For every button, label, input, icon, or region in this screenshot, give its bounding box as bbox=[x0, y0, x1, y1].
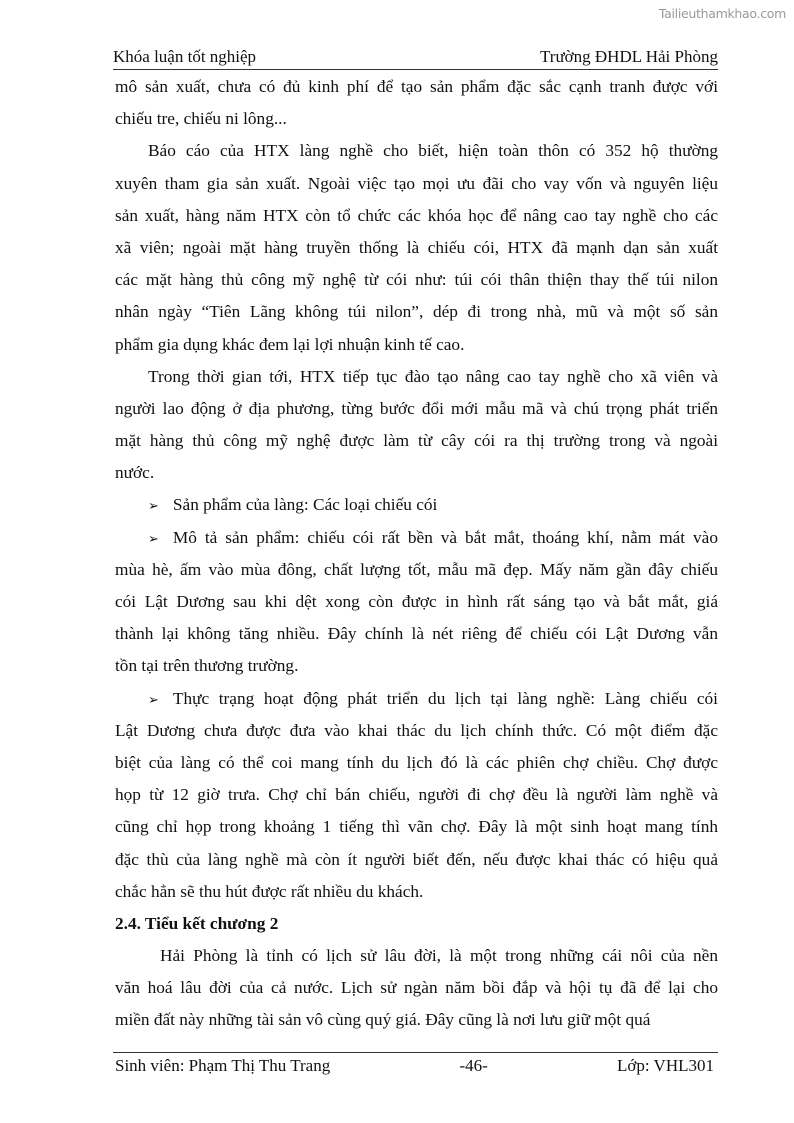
bullet-item bbox=[115, 522, 718, 683]
line-text: Hải Phòng là tỉnh có lịch sử lâu đời, là một trong những cái nôi của nền bbox=[160, 946, 718, 966]
page-header bbox=[113, 46, 718, 70]
paragraph bbox=[115, 135, 718, 360]
line-text: miền đất này những tài sản vô cùng quý giá. Đây cũng là nơi lưu giữ một quá bbox=[115, 1010, 651, 1030]
arrow-bullet-icon: ➢ bbox=[148, 499, 159, 515]
text-line bbox=[115, 457, 718, 489]
text-line bbox=[115, 393, 718, 425]
line-text: biệt của làng có thể coi mang tính du lịch đó là các phiên chợ chiều. Chợ được bbox=[115, 752, 718, 772]
line-text: Báo cáo của HTX làng nghề cho biết, hiện toàn thôn có 352 hộ thường bbox=[148, 141, 718, 161]
line-text: Sản phẩm của làng: Các loại chiếu cói bbox=[172, 495, 438, 515]
line-text: văn hoá lâu đời của cả nước. Lịch sử ngàn năm bồi đắp và hội tụ đã để lại cho bbox=[115, 978, 718, 998]
text-line bbox=[115, 489, 718, 521]
header-left: Khóa luận tốt nghiệp bbox=[113, 47, 257, 66]
line-text: thành lại không tăng nhiều. Đây chính là nét riêng để chiếu cói Lật Dương vẫn bbox=[115, 624, 718, 644]
text-line bbox=[115, 71, 718, 103]
line-text: mô sản xuất, chưa có đủ kinh phí để tạo sản phẩm đặc sắc cạnh tranh được với bbox=[115, 77, 718, 96]
text-line bbox=[115, 683, 718, 715]
text-line bbox=[115, 329, 718, 361]
line-text: tồn tại trên thương trường. bbox=[115, 656, 299, 676]
text-line bbox=[115, 296, 718, 328]
text-line bbox=[115, 425, 718, 457]
bullet-item bbox=[115, 683, 718, 908]
paragraph bbox=[115, 940, 718, 1037]
line-text: Trong thời gian tới, HTX tiếp tục đào tạo nâng cao tay nghề cho xã viên và bbox=[148, 366, 718, 386]
text-line bbox=[115, 554, 718, 586]
line-text: xuyên tham gia sản xuất. Ngoài việc tạo mọi ưu đãi cho vay vốn và nguyên liệu bbox=[115, 173, 718, 193]
text-line bbox=[115, 940, 718, 972]
text-line bbox=[115, 586, 718, 618]
text-line bbox=[115, 844, 718, 876]
line-text: nhân ngày “Tiên Lãng không túi nilon”, dép đi trong nhà, mũ và một số sản bbox=[115, 302, 718, 322]
line-text: Thực trạng hoạt động phát triển du lịch tại làng nghề: Làng chiếu cói bbox=[172, 688, 718, 708]
page-number: -46- bbox=[459, 1056, 488, 1075]
text-line bbox=[115, 361, 718, 393]
text-line bbox=[115, 747, 718, 779]
line-text: chiếu tre, chiếu ni lông... bbox=[115, 109, 287, 129]
line-text: mùa hè, ấm vào mùa đông, chất lượng tốt, mẫu mã đẹp. Mấy năm gần đây chiếu bbox=[115, 559, 718, 579]
text-line bbox=[115, 779, 718, 811]
footer-class: Lớp: VHL301 bbox=[617, 1056, 714, 1075]
text-line bbox=[115, 811, 718, 843]
line-text: đặc thù của làng nghề mà còn ít người biết đến, nếu được khai thác có hiệu quả bbox=[115, 849, 718, 869]
text-line bbox=[115, 1004, 718, 1036]
line-text: họp từ 12 giờ trưa. Chợ chỉ bán chiếu, người đi chợ đều là người làm nghề và bbox=[115, 785, 718, 805]
line-text: cói Lật Dương sau khi dệt xong còn được in hình rất sáng tạo và bắt mắt, giá bbox=[115, 592, 718, 611]
line-text: các mặt hàng thủ công mỹ nghệ từ cói như: túi cói thân thiện thay thế túi nilon bbox=[115, 270, 718, 290]
arrow-bullet-icon: ➢ bbox=[148, 692, 159, 708]
section-heading bbox=[115, 908, 718, 940]
text-line bbox=[115, 618, 718, 650]
page-footer bbox=[113, 1052, 718, 1079]
line-text: nước. bbox=[115, 463, 155, 483]
text-line bbox=[115, 908, 718, 940]
text-line bbox=[115, 168, 718, 200]
text-line bbox=[115, 972, 718, 1004]
text-line bbox=[115, 103, 718, 135]
bullet-item bbox=[115, 489, 718, 521]
line-text: mặt hàng thủ công mỹ nghệ được làm từ cây cói ra thị trường trong và ngoài bbox=[115, 431, 718, 451]
text-line bbox=[115, 232, 718, 264]
text-line bbox=[115, 135, 718, 167]
paragraph bbox=[115, 361, 718, 490]
text-line bbox=[115, 264, 718, 296]
line-text: Lật Dương chưa được đưa vào khai thác du lịch chính thức. Có một điểm đặc bbox=[115, 720, 718, 740]
text-line bbox=[115, 522, 718, 554]
line-text: Mô tả sản phẩm: chiếu cói rất bền và bắt mắt, thoáng khí, nằm mát vào bbox=[172, 527, 718, 547]
line-text: phẩm gia dụng khác đem lại lợi nhuận kinh tế cao. bbox=[115, 334, 465, 354]
paragraph bbox=[115, 71, 718, 135]
text-line bbox=[115, 650, 718, 682]
line-text: 2.4. Tiểu kết chương 2 bbox=[115, 913, 279, 933]
text-line bbox=[115, 715, 718, 747]
text-line bbox=[115, 876, 718, 908]
page-body bbox=[115, 71, 718, 1037]
line-text: sản xuất, hàng năm HTX còn tổ chức các khóa học để nâng cao tay nghề cho các bbox=[115, 205, 718, 225]
line-text: chắc hẳn sẽ thu hút được rất nhiều du khách. bbox=[115, 881, 424, 901]
header-right: Trường ĐHDL Hải Phòng bbox=[540, 47, 718, 66]
arrow-bullet-icon: ➢ bbox=[148, 531, 159, 547]
line-text: người lao động ở địa phương, từng bước đổi mới mẫu mã và chú trọng phát triển bbox=[115, 398, 718, 418]
watermark: Tailieuthamkhao.com bbox=[658, 6, 786, 21]
line-text: xã viên; ngoài mặt hàng truyền thống là chiếu cói, HTX đã mạnh dạn sản xuất bbox=[115, 237, 718, 257]
footer-student: Sinh viên: Phạm Thị Thu Trang bbox=[115, 1056, 331, 1075]
line-text: cũng chỉ họp trong khoảng 1 tiếng thì vãn chợ. Đây là một sinh hoạt mang tính bbox=[115, 817, 718, 837]
text-line bbox=[115, 200, 718, 232]
